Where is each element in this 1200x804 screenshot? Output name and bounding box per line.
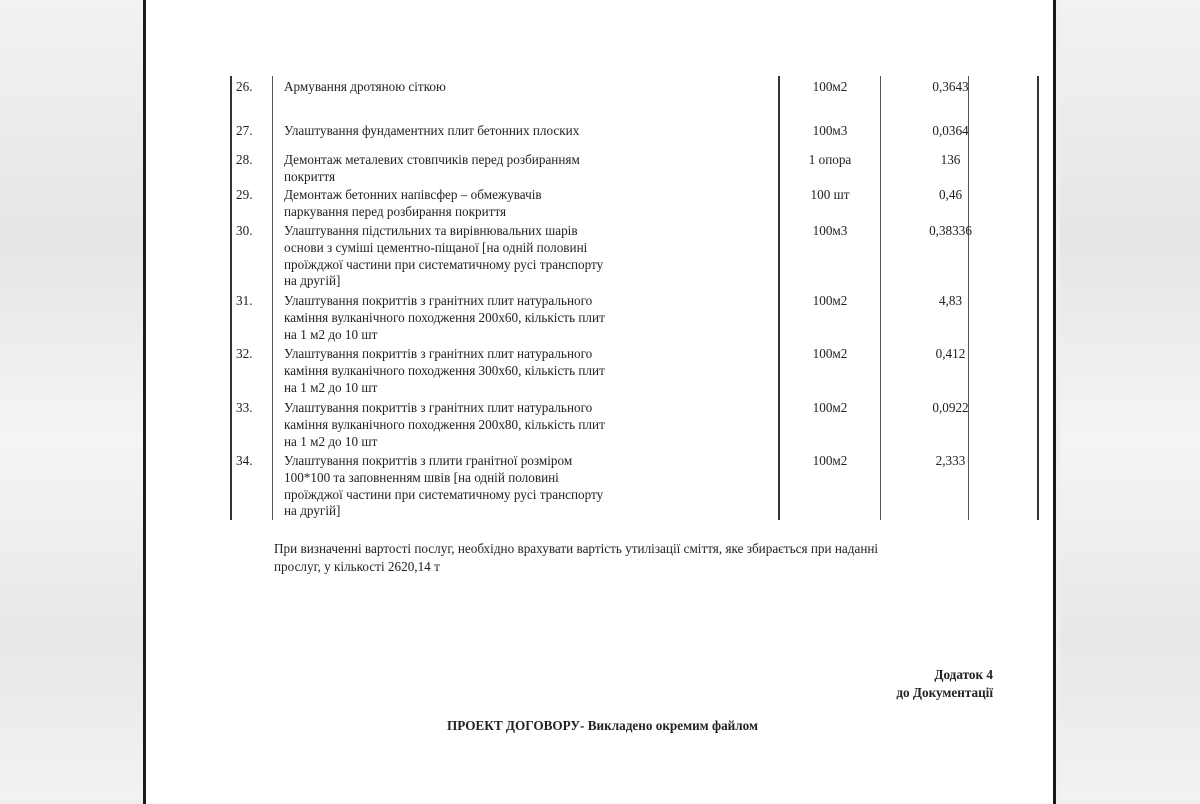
row-number: 31.	[236, 293, 253, 308]
row-number: 30.	[236, 223, 253, 238]
row-description: Улаштування покриттів з гранітних плит натурального каміння вулканічного походження 300х60, кількість плит на 1 м2 до 10 шт	[284, 346, 605, 395]
row-unit: 100м2	[812, 453, 848, 468]
row-quantity: 0,38336	[929, 223, 972, 238]
row-quantity: 136	[940, 152, 961, 167]
row-description: Демонтаж металевих стовпчиків перед розбиранням покриття	[284, 152, 580, 184]
row-number: 32.	[236, 346, 253, 361]
table-border-right	[1037, 76, 1039, 520]
row-unit: 100м2	[812, 400, 848, 415]
row-number: 29.	[236, 187, 253, 202]
background-left	[0, 0, 145, 800]
background-right	[1060, 0, 1200, 800]
row-unit: 100м2	[812, 346, 848, 361]
row-unit: 100м3	[812, 123, 848, 138]
row-unit: 100м2	[812, 293, 848, 308]
annex-label: Додаток 4 до Документації	[896, 667, 993, 700]
row-description: Улаштування покриттів з гранітних плит натурального каміння вулканічного походження 200х80, кількість плит на 1 м2 до 10 шт	[284, 400, 605, 449]
row-number: 33.	[236, 400, 253, 415]
table-divider-num	[272, 76, 273, 520]
row-unit: 100м3	[812, 223, 848, 238]
row-quantity: 0,0922	[932, 400, 969, 415]
row-description: Армування дротяною сіткою	[284, 79, 446, 94]
row-number: 26.	[236, 79, 253, 94]
contract-title: ПРОЕКТ ДОГОВОРУ- Викладено окремим файлом	[446, 718, 759, 733]
row-number: 27.	[236, 123, 253, 138]
row-quantity: 0,412	[935, 346, 966, 361]
row-number: 28.	[236, 152, 253, 167]
disposal-note: При визначенні вартості послуг, необхідно врахувати вартість утилізації сміття, яке збирається при наданні прослуг, у кількості 2620,14 т	[274, 541, 879, 574]
row-unit: 1 опора	[808, 152, 852, 167]
row-quantity: 2,333	[935, 453, 966, 468]
row-description: Улаштування підстильних та вирівнювальних шарів основи з суміші цементно-піщаної [на одній половині проїжджої частини при систематичному русі транспорту на другій]	[284, 223, 604, 289]
row-description: Демонтаж бетонних напівсфер – обмежувачів паркування перед розбирання покриття	[284, 187, 542, 219]
document-page	[143, 0, 1056, 804]
row-quantity: 0,46	[938, 187, 963, 202]
row-quantity: 4,83	[938, 293, 963, 308]
row-quantity: 0,0364	[932, 123, 969, 138]
row-description: Улаштування покриттів з плити гранітної розміром 100*100 та заповненням швів [на одній половині проїжджої частини при систематичному русі транспорту на другій]	[284, 453, 604, 519]
table-border-left	[230, 76, 232, 520]
row-number: 34.	[236, 453, 253, 468]
row-unit: 100 шт	[810, 187, 850, 202]
row-quantity: 0,3643	[932, 79, 969, 94]
row-description: Улаштування фундаментних плит бетонних плоских	[284, 123, 580, 138]
row-description: Улаштування покриттів з гранітних плит натурального каміння вулканічного походження 200х60, кількість плит на 1 м2 до 10 шт	[284, 293, 605, 342]
row-unit: 100м2	[812, 79, 848, 94]
